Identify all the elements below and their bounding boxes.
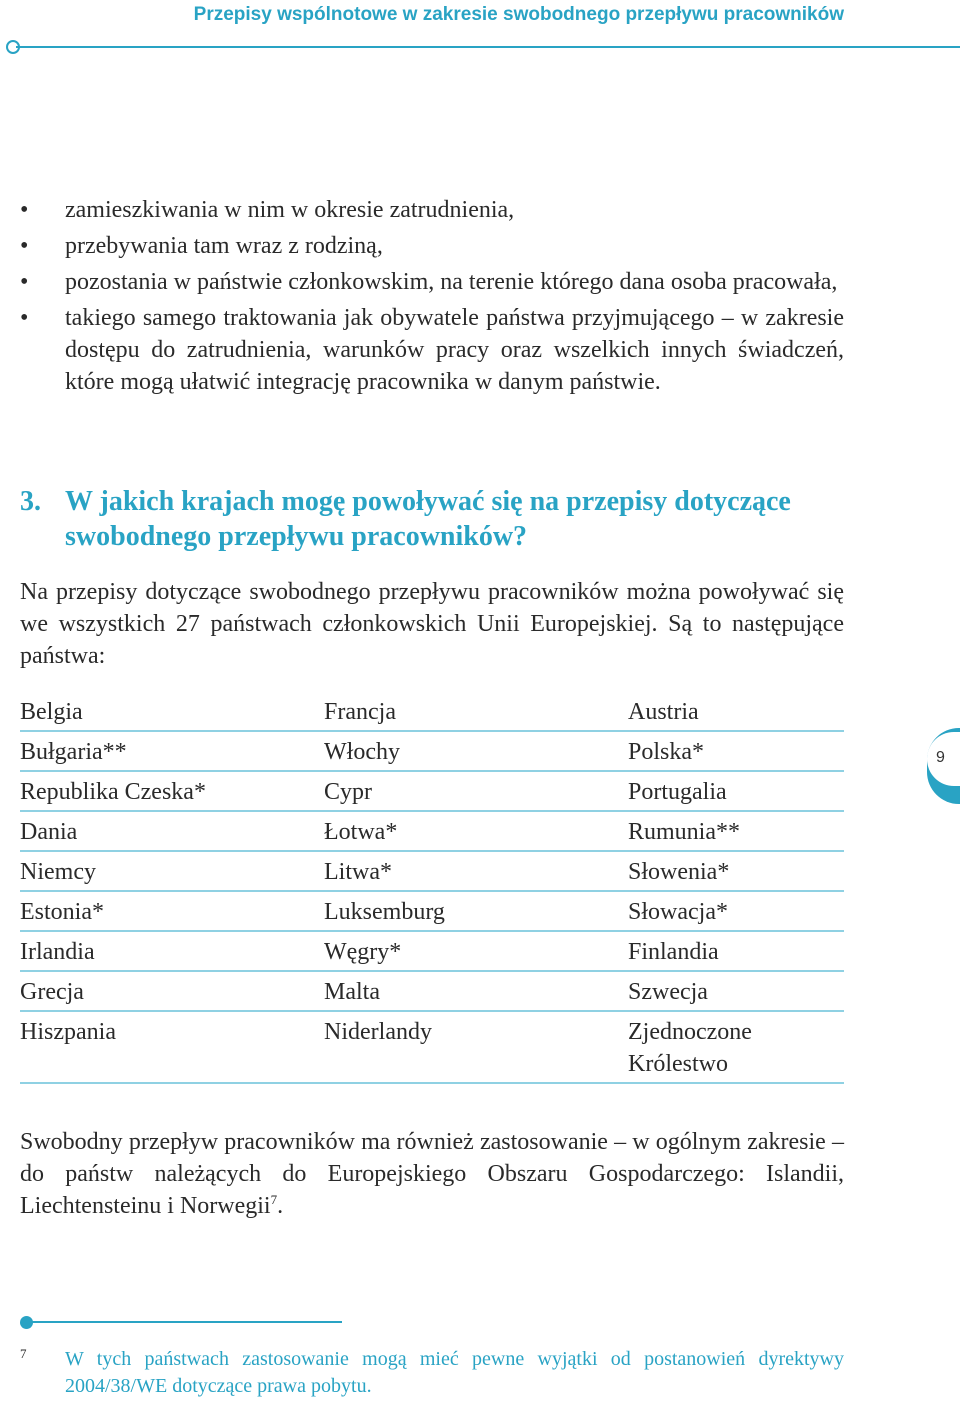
- country-cell: Łotwa*: [324, 819, 398, 845]
- country-cell: Szwecja: [628, 979, 708, 1005]
- table-row: [20, 812, 844, 852]
- footnote-text: W tych państwach zastosowanie mogą mieć pewne wyjątki od postanowień dyrektywy 2004/38/WE dotyczące prawa pobytu.: [65, 1348, 844, 1397]
- bullet-icon: •: [20, 197, 29, 223]
- country-cell: Portugalia: [628, 779, 727, 805]
- country-table: [20, 692, 844, 1084]
- section-heading-text: W jakich krajach mogę powoływać się na przepisy dotyczące swobodnego przepływu pracowników?: [65, 486, 791, 552]
- country-cell: Włochy: [324, 739, 400, 765]
- page-number: 9: [936, 749, 945, 766]
- header-rule: [16, 46, 960, 48]
- table-row: [20, 692, 844, 732]
- country-cell: Irlandia: [20, 939, 95, 965]
- bullet-icon: •: [20, 305, 29, 331]
- table-row: [20, 772, 844, 812]
- table-row: [20, 972, 844, 1012]
- country-cell: Finlandia: [628, 939, 719, 965]
- country-cell: Węgry*: [324, 939, 402, 965]
- running-header-title: Przepisy wspólnotowe w zakresie swobodnego przepływu pracowników: [193, 4, 844, 25]
- table-row: [20, 892, 844, 932]
- rights-bullet-list: [20, 194, 844, 402]
- list-item: [20, 194, 844, 226]
- country-cell: Luksemburg: [324, 899, 445, 925]
- list-item-text: przebywania tam wraz z rodziną,: [65, 233, 383, 259]
- country-cell: Hiszpania: [20, 1019, 116, 1045]
- table-row: [20, 932, 844, 972]
- country-cell: Bułgaria**: [20, 739, 127, 765]
- country-cell: Austria: [628, 699, 699, 725]
- bullet-icon: •: [20, 233, 29, 259]
- eea-paragraph: [20, 1126, 844, 1222]
- footnote-reference[interactable]: 7: [270, 1192, 278, 1207]
- country-cell: Francja: [324, 699, 396, 725]
- intro-paragraph: Na przepisy dotyczące swobodnego przepływu pracowników można powoływać się we wszystkich 27 państwach członkowskich Unii Europejskiej. Są to następujące państwa:: [20, 579, 844, 669]
- list-item-text: takiego samego traktowania jak obywatele państwa przyjmującego – w zakresie dostępu do zatrudnienia, warunków pracy oraz wszelkich innych świadczeń, które mogą ułatwić integrację pracownika w danym państwie.: [65, 305, 844, 395]
- eea-paragraph-end: .: [277, 1193, 284, 1219]
- country-cell: Słowenia*: [628, 859, 730, 885]
- country-cell: Zjednoczone Królestwo: [628, 1019, 752, 1077]
- country-cell: Grecja: [20, 979, 84, 1005]
- country-cell: Polska*: [628, 739, 705, 765]
- country-cell: Rumunia**: [628, 819, 740, 845]
- country-cell: Cypr: [324, 779, 372, 805]
- eea-paragraph-text: Swobodny przepływ pracowników ma również zastosowanie – w ogólnym zakresie – do państw należących do Europejskiego Obszaru Gospodarczego: Islandii, Liechtensteinu i Norwegii: [20, 1129, 844, 1219]
- country-cell: Dania: [20, 819, 78, 845]
- footnote-rule-dot: [20, 1316, 33, 1329]
- footnote-rule: [26, 1321, 342, 1323]
- list-item-text: zamieszkiwania w nim w okresie zatrudnienia,: [65, 197, 515, 223]
- section-heading: [20, 484, 844, 554]
- list-item-text: pozostania w państwie członkowskim, na terenie którego dana osoba pracowała,: [65, 269, 838, 295]
- list-item: [20, 266, 844, 298]
- country-cell: Niemcy: [20, 859, 96, 885]
- country-cell: Belgia: [20, 699, 83, 725]
- bullet-icon: •: [20, 269, 29, 295]
- country-cell: Republika Czeska*: [20, 779, 206, 805]
- country-cell: Słowacja*: [628, 899, 728, 925]
- footnote-mark: 7: [20, 1346, 27, 1361]
- list-item: [20, 302, 844, 398]
- country-cell: Niderlandy: [324, 1019, 432, 1045]
- country-cell: Malta: [324, 979, 380, 1005]
- table-row: [20, 732, 844, 772]
- country-cell: Litwa*: [324, 859, 392, 885]
- section-number: 3.: [20, 486, 41, 517]
- table-row: [20, 852, 844, 892]
- list-item: [20, 230, 844, 262]
- country-cell: Estonia*: [20, 899, 104, 925]
- table-row: [20, 1012, 844, 1084]
